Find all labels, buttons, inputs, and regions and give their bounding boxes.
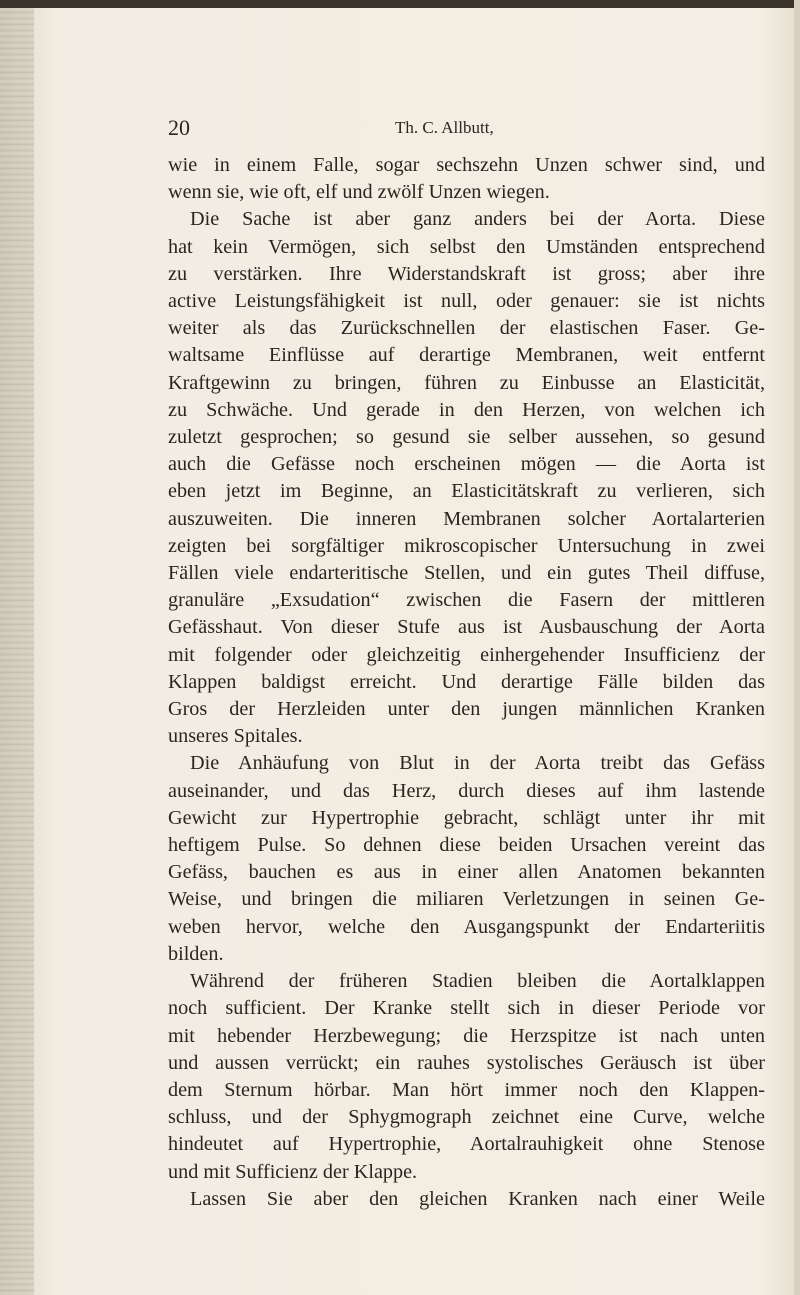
text-line: wie in einem Falle, sogar sechszehn Unzen schwer sind, und bbox=[168, 154, 765, 176]
text-line: Weise, und bringen die miliaren Verletzungen in seinen Ge- bbox=[168, 888, 765, 911]
text-line: granuläre „Exsudation“ zwischen die Fasern der mittleren bbox=[168, 589, 765, 612]
text-line: hindeutet auf Hypertrophie, Aortalrauhigkeit ohne Stenose bbox=[168, 1133, 765, 1156]
text-line: active Leistungsfähigkeit ist null, oder genauer: sie ist nichts bbox=[168, 290, 765, 313]
top-edge bbox=[0, 0, 800, 8]
text-line: Gros der Herzleiden unter den jungen männlichen Kranken bbox=[168, 698, 765, 721]
text-line: Gewicht zur Hypertrophie gebracht, schlägt unter ihr mit bbox=[168, 806, 765, 829]
text-line: weiter als das Zurückschnellen der elastischen Faser. Ge- bbox=[168, 317, 765, 340]
text-line: eben jetzt im Beginne, an Elasticitätskraft zu verlieren, sich bbox=[168, 480, 765, 503]
text-line: waltsame Einflüsse auf derartige Membranen, weit entfernt bbox=[168, 344, 765, 367]
text-line: zuletzt gesprochen; so gesund sie selber aussehen, so gesund bbox=[168, 426, 765, 449]
text-line: zu verstärken. Ihre Widerstandskraft ist gross; aber ihre bbox=[168, 262, 765, 285]
text-line: Die Anhäufung von Blut in der Aorta treibt das Gefäss bbox=[190, 752, 765, 775]
text-line: schluss, und der Sphygmograph zeichnet eine Curve, welche bbox=[168, 1106, 765, 1129]
page-number: 20 bbox=[168, 115, 190, 140]
text-line: Während der früheren Stadien bleiben die Aortalklappen bbox=[190, 970, 765, 993]
text-line: mit folgender oder gleichzeitig einhergehender Insufficienz der bbox=[168, 643, 765, 666]
text-line: hat kein Vermögen, sich selbst den Umständen entsprechend bbox=[168, 235, 765, 258]
text-line: wenn sie, wie oft, elf und zwölf Unzen wiegen. bbox=[168, 181, 550, 204]
text-line: auszuweiten. Die inneren Membranen solcher Aortalarterien bbox=[168, 507, 765, 530]
body-text bbox=[168, 152, 765, 1213]
text-line: weben hervor, welche den Ausgangspunkt der Endarteriitis bbox=[168, 915, 765, 938]
text-line: auseinander, und das Herz, durch dieses auf ihm lastende bbox=[168, 779, 765, 802]
text-line: dem Sternum hörbar. Man hört immer noch den Klappen- bbox=[168, 1078, 765, 1101]
text-line: bilden. bbox=[168, 942, 224, 965]
text-line: auch die Gefässe noch erscheinen mögen — die Aorta ist bbox=[168, 453, 765, 476]
page-header bbox=[0, 115, 800, 145]
text-line: heftigem Pulse. So dehnen diese beiden Ursachen vereint das bbox=[168, 834, 765, 857]
text-line: noch sufficient. Der Kranke stellt sich in dieser Periode vor bbox=[168, 997, 765, 1020]
running-head: Th. C. Allbutt, bbox=[395, 118, 494, 137]
text-line: und aussen verrückt; ein rauhes systolisches Geräusch ist über bbox=[168, 1051, 765, 1074]
right-edge bbox=[794, 0, 800, 1295]
text-line: Lassen Sie aber den gleichen Kranken nach einer Weile bbox=[190, 1187, 765, 1210]
text-line: Klappen baldigst erreicht. Und derartige Fälle bilden das bbox=[168, 670, 765, 693]
text-line: Fällen viele endarteritische Stellen, und ein gutes Theil diffuse, bbox=[168, 562, 765, 585]
page-binding-shadow bbox=[0, 0, 34, 1295]
text-line: Gefässhaut. Von dieser Stufe aus ist Ausbauschung der Aorta bbox=[168, 616, 765, 639]
text-line: Die Sache ist aber ganz anders bei der Aorta. Diese bbox=[190, 208, 765, 231]
text-line: Kraftgewinn zu bringen, führen zu Einbusse an Elasticität, bbox=[168, 371, 765, 394]
text-line: zeigten bei sorgfältiger mikroscopischer Untersuchung in zwei bbox=[168, 534, 765, 557]
text-line: Gefäss, bauchen es aus in einer allen Anatomen bekannten bbox=[168, 861, 765, 884]
text-line: mit hebender Herzbewegung; die Herzspitze ist nach unten bbox=[168, 1024, 765, 1047]
text-line: und mit Sufficienz der Klappe. bbox=[168, 1160, 418, 1183]
text-line: unseres Spitales. bbox=[168, 725, 303, 748]
text-line: zu Schwäche. Und gerade in den Herzen, von welchen ich bbox=[168, 398, 765, 421]
